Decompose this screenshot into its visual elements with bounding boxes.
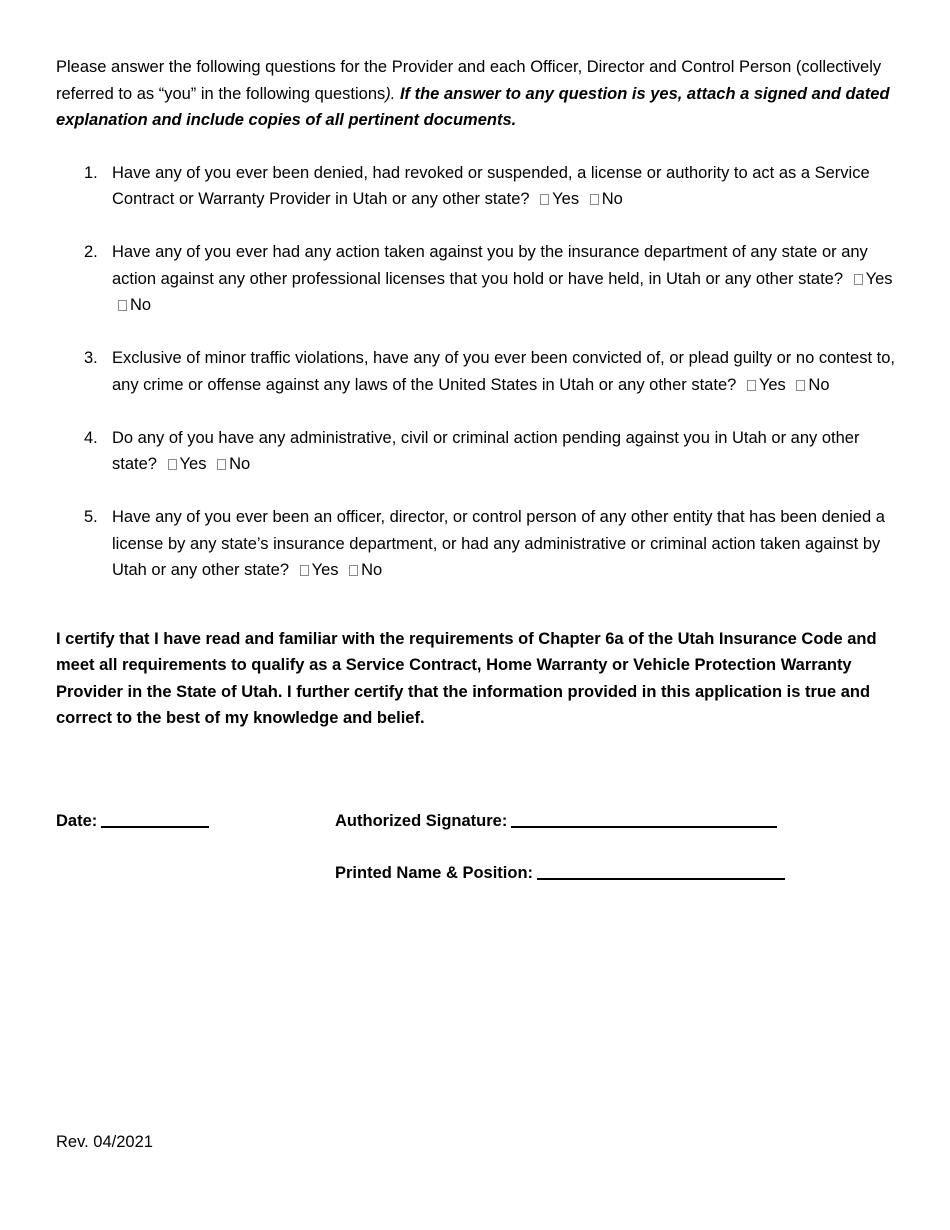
printed-name-line[interactable] <box>537 862 785 880</box>
question-list <box>56 160 898 584</box>
yes-label: Yes <box>311 561 339 579</box>
yes-checkbox[interactable] <box>300 565 309 576</box>
question-item-3 <box>56 345 898 398</box>
revision-footer: Rev. 04/2021 <box>56 1133 153 1151</box>
question-text: Have any of you ever been denied, had revoked or suspended, a license or authority to act as a Service Contract or Warranty Provider in Utah or any other state? <box>112 163 870 208</box>
intro-emphasis: If the answer to any question is yes, attach a signed and dated explanation and include copies of all pertinent documents. <box>56 84 890 129</box>
printed-name-field <box>335 860 785 887</box>
date-line[interactable] <box>101 810 209 828</box>
question-text: Have any of you ever been an officer, director, or control person of any other entity that has been denied a license by any state’s insurance department, or had any administrative or criminal action taken against by Utah or any other state? <box>112 508 885 579</box>
yes-label: Yes <box>758 375 786 394</box>
question-text: Exclusive of minor traffic violations, have any of you ever been convicted of, or plead guilty or no contest to, any crime or offense against any laws of the United States in Utah or any other state? <box>112 349 895 394</box>
no-label: No <box>601 190 623 208</box>
yes-checkbox[interactable] <box>747 380 756 391</box>
printed-name-label: Printed Name & Position: <box>335 864 534 882</box>
question-text: Do any of you have any administrative, civil or criminal action pending against you in Utah or any other state? <box>112 428 860 473</box>
question-item-1 <box>56 160 898 213</box>
question-text: Have any of you ever had any action taken against you by the insurance department of any state or any action against any other professional licenses that you hold or have held, in Utah or any other state? <box>112 243 868 288</box>
no-checkbox[interactable] <box>349 565 358 576</box>
date-label: Date: <box>56 812 98 830</box>
no-checkbox[interactable] <box>796 380 805 391</box>
yes-label: Yes <box>552 190 580 208</box>
no-checkbox[interactable] <box>118 300 127 311</box>
question-item-2 <box>56 239 898 319</box>
authorized-signature-label: Authorized Signature: <box>335 812 508 830</box>
no-label: No <box>229 455 251 473</box>
no-label: No <box>130 296 152 314</box>
no-checkbox[interactable] <box>590 194 599 205</box>
yes-checkbox[interactable] <box>168 459 177 470</box>
yes-checkbox[interactable] <box>854 274 863 285</box>
yes-label: Yes <box>179 455 207 473</box>
yes-checkbox[interactable] <box>540 194 549 205</box>
yes-label: Yes <box>865 269 893 288</box>
question-item-4 <box>56 425 898 478</box>
question-number: 4. <box>84 428 98 447</box>
question-number: 1. <box>84 163 98 182</box>
intro-text: Please answer the following questions for the Provider and each Officer, Director and Control Person (collectively referred to as “you” in the following questions <box>56 58 882 103</box>
date-field <box>56 808 209 835</box>
form-page <box>56 54 898 732</box>
certification-statement: I certify that I have read and familiar with the requirements of Chapter 6a of the Utah Insurance Code and meet all requirements to qualify as a Service Contract, Home Warranty or Vehicle Protection Warranty Provider in the State of Utah. I further certify that the information provided in this application is true and correct to the best of my knowledge and belief. <box>56 629 877 727</box>
no-checkbox[interactable] <box>217 459 226 470</box>
question-number: 2. <box>84 243 98 261</box>
no-label: No <box>361 561 383 579</box>
authorized-signature-field <box>335 808 777 835</box>
question-number: 5. <box>84 508 98 526</box>
question-item-5 <box>56 504 898 584</box>
intro-paragraph <box>56 54 898 134</box>
no-label: No <box>808 375 830 394</box>
intro-paren: ). <box>385 84 396 103</box>
question-number: 3. <box>84 349 98 367</box>
authorized-signature-line[interactable] <box>511 810 777 828</box>
